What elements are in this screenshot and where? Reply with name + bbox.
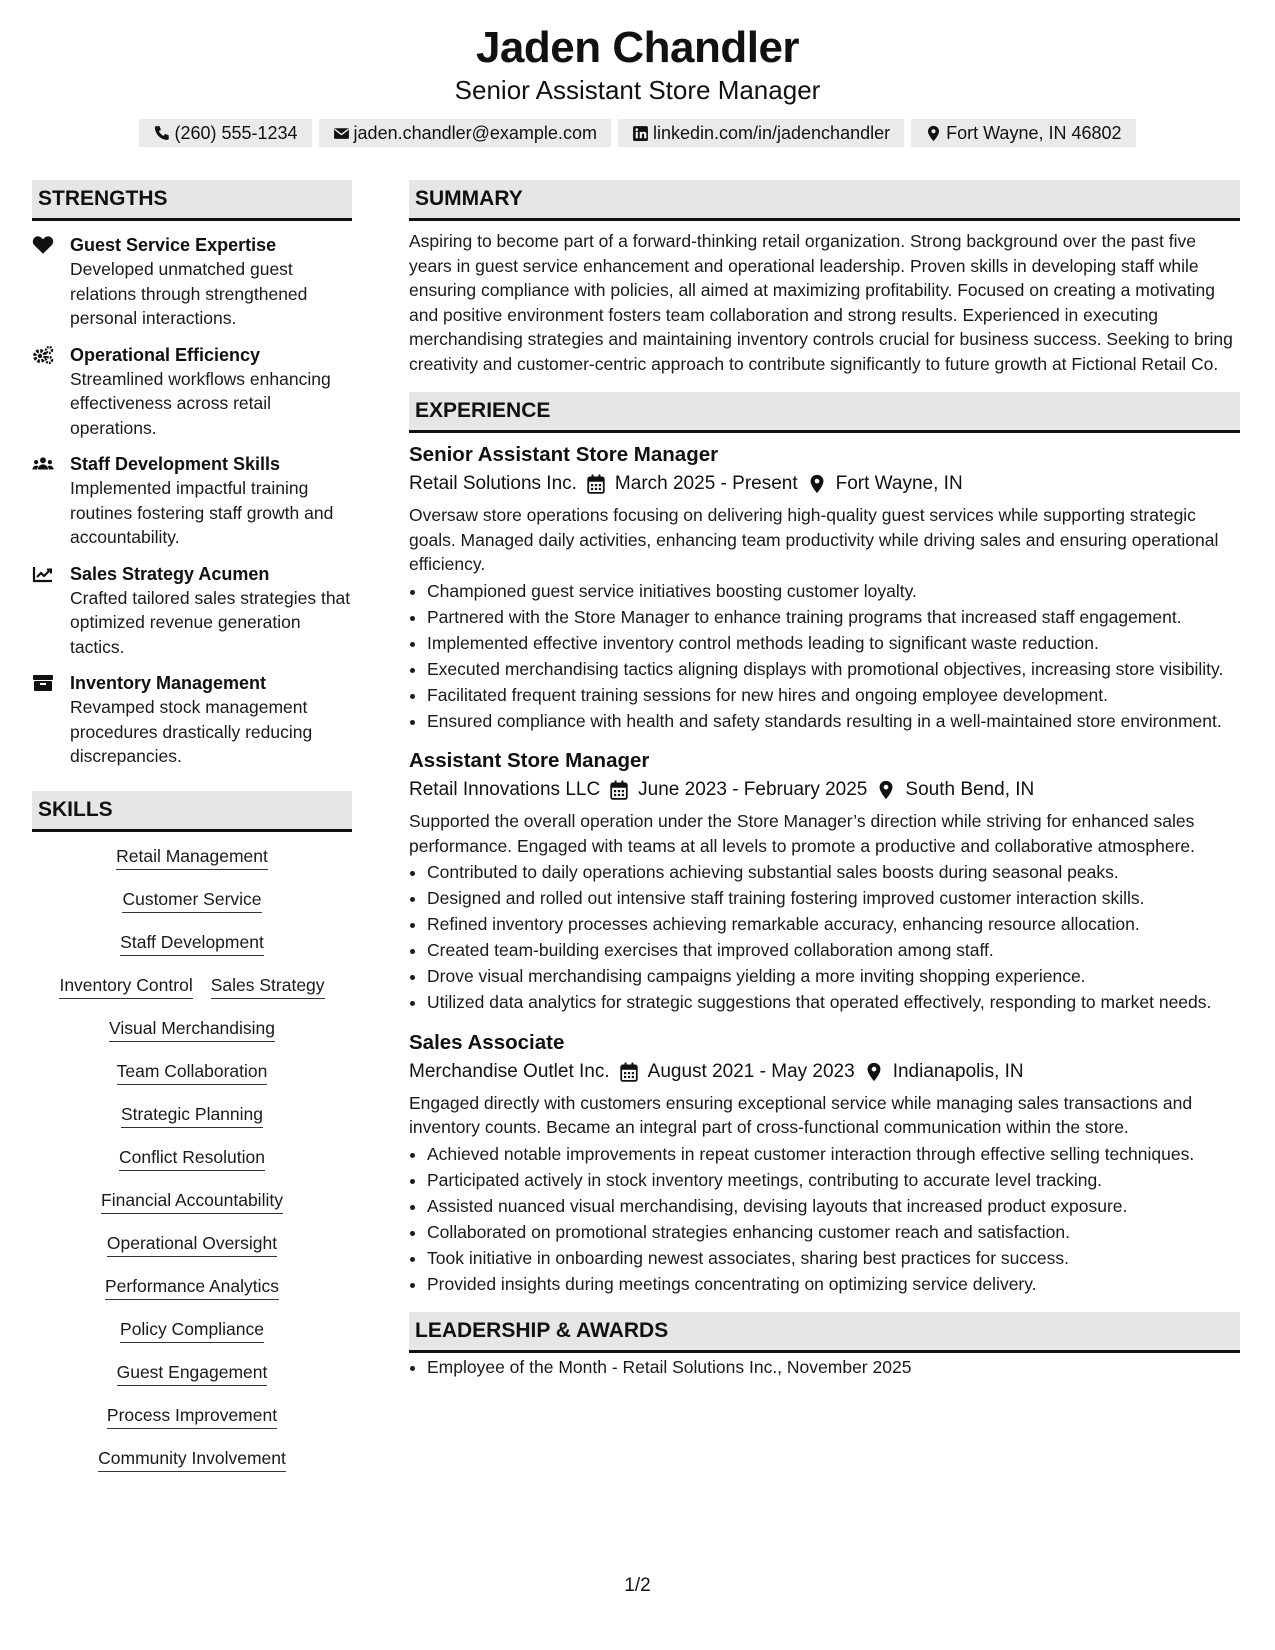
skills-list — [32, 1317, 352, 1343]
candidate-title: Senior Assistant Store Manager — [454, 75, 821, 105]
strength-desc: Crafted tailored sales strategies that optimized revenue generation tactics. — [70, 587, 351, 657]
job-location: Indianapolis, IN — [892, 1060, 1024, 1082]
skill-tag: Inventory Control — [59, 973, 192, 999]
summary-text: Aspiring to become part of a forward-thinking retail organization. Strong background over the past five years in guest service enhancement and operational leadership. Proven skills in developing staff while ensuring compliance with policies, all aimed at maximizing profitability. Focused on creating a motivating and positive environment fosters team collaboration and strong results. Experienced in executing merchandising strategies and maintaining inventory controls crucial for business success. Seeking to bring creativity and customer-centric approach to contribute significantly to future growth at Fictional Retail Co. — [409, 231, 1233, 374]
skill-tag: Process Improvement — [107, 1403, 277, 1429]
right-column — [409, 180, 1240, 1380]
strength-title: Inventory Management — [70, 673, 267, 693]
strength-desc: Streamlined workflows enhancing effectiveness across retail operations. — [70, 368, 331, 438]
bullet-item: • Refined inventory processes achieving remarkable accuracy, enhancing resource allocation. — [427, 912, 1240, 937]
bullet-item: • Executed merchandising tactics aligning displays with promotional objectives, increasing store visibility. — [427, 657, 1240, 682]
skill-tag: Conflict Resolution — [119, 1145, 265, 1171]
job-bullets — [409, 579, 1240, 734]
job-title: Senior Assistant Store Manager — [409, 443, 719, 466]
bullet-item: • Drove visual merchandising campaigns yielding a more inviting shopping experience. — [427, 964, 1240, 989]
calendar-icon — [587, 474, 605, 494]
award-item: • Employee of the Month - Retail Solutions Inc., November 2025 — [427, 1355, 1240, 1380]
job-description: Engaged directly with customers ensuring exceptional service while managing sales transactions and inventory counts. Became an integral part of cross-functional communication within the store. — [409, 1092, 1193, 1137]
strength-title: Guest Service Expertise — [70, 235, 277, 255]
skills-list — [32, 1403, 352, 1429]
job-company: Retail Solutions Inc. — [409, 473, 577, 494]
job-entry — [409, 747, 1240, 1015]
strength-title: Staff Development Skills — [70, 454, 281, 474]
skill-tag: Policy Compliance — [120, 1317, 264, 1343]
job-entry — [409, 1029, 1240, 1297]
bullet-item: • Created team-building exercises that improved collaboration among staff. — [427, 938, 1240, 963]
bullet-item: • Contributed to daily operations achieving substantial sales boosts during seasonal peaks. — [427, 860, 1240, 885]
contact-phone — [139, 119, 311, 147]
location-text: Fort Wayne, IN 46802 — [946, 123, 1122, 143]
bullet-item: • Assisted nuanced visual merchandising, devising layouts that increased product exposure. — [427, 1194, 1240, 1219]
job-dates: August 2021 - May 2023 — [647, 1060, 855, 1082]
job-entry — [409, 441, 1240, 733]
skill-tag: Staff Development — [120, 930, 264, 956]
email-text: jaden.chandler@example.com — [353, 123, 597, 143]
strength-item — [32, 562, 352, 660]
strengths-heading: STRENGTHS — [32, 180, 352, 221]
candidate-name: Jaden Chandler — [475, 23, 800, 72]
strength-item — [32, 233, 352, 331]
job-description: Supported the overall operation under the Store Manager’s direction while striving for enhanced sales performance. Engaged with teams at all levels to promote a productive and collaborative atmosphere. — [409, 811, 1195, 856]
resume-header — [0, 22, 1275, 147]
strength-desc: Revamped stock management procedures drastically reducing discrepancies. — [70, 697, 313, 766]
skill-tag: Performance Analytics — [105, 1274, 279, 1300]
experience-heading: EXPERIENCE — [409, 392, 1240, 433]
job-dates: March 2025 - Present — [614, 473, 798, 494]
linkedin-icon — [632, 125, 649, 142]
awards-list — [409, 1355, 1240, 1380]
bullet-item: • Facilitated frequent training sessions for new hires and ongoing employee development. — [427, 683, 1240, 708]
skill-tag: Sales Strategy — [211, 973, 325, 999]
phone-text: (260) 555-1234 — [174, 123, 298, 143]
skill-tag: Team Collaboration — [117, 1059, 268, 1085]
users-icon — [32, 454, 54, 474]
skills-list — [32, 844, 352, 870]
skills-list — [32, 973, 352, 999]
job-meta — [409, 1057, 1240, 1087]
job-title: Assistant Store Manager — [409, 749, 650, 772]
skills-list — [32, 1360, 352, 1386]
calendar-icon — [610, 780, 628, 800]
phone-icon — [153, 125, 170, 142]
job-company: Merchandise Outlet Inc. — [409, 1060, 610, 1082]
page-number: 1/2 — [624, 1575, 651, 1596]
skills-list — [32, 1059, 352, 1085]
strength-title: Operational Efficiency — [70, 344, 261, 365]
strength-desc: Developed unmatched guest relations through strengthened personal interactions. — [70, 259, 308, 328]
left-column — [32, 180, 352, 1472]
job-description: Oversaw store operations focusing on delivering high-quality guest services while supporting strategic goals. Managed daily activities, enhancing team productivity while driving sales and ensuring operational efficiency. — [409, 505, 1219, 574]
job-meta — [409, 469, 1240, 499]
skills-list — [32, 1446, 352, 1472]
bullet-item: • Participated actively in stock inventory meetings, contributing to accurate level tracking. — [427, 1168, 1240, 1193]
bullet-item: • Partnered with the Store Manager to enhance training programs that increased staff engagement. — [427, 605, 1240, 630]
map-marker-icon — [865, 1062, 883, 1082]
job-location: South Bend, IN — [905, 779, 1035, 800]
job-bullets — [409, 860, 1240, 1015]
skills-list — [32, 1102, 352, 1128]
strength-item — [32, 671, 352, 769]
heart-icon — [32, 235, 54, 255]
skill-tag: Community Involvement — [98, 1446, 286, 1472]
bullet-item: • Implemented effective inventory control methods leading to significant waste reduction. — [427, 631, 1240, 656]
contact-bar — [0, 119, 1275, 147]
envelope-icon — [333, 125, 350, 142]
bullet-item: • Collaborated on promotional strategies enhancing customer reach and satisfaction. — [427, 1220, 1240, 1245]
linkedin-text: linkedin.com/in/jadenchandler — [652, 123, 891, 143]
skills-list — [32, 1188, 352, 1214]
skills-list — [32, 1231, 352, 1257]
skill-tag: Guest Engagement — [117, 1360, 268, 1386]
skills-list — [32, 1274, 352, 1300]
skill-tag: Visual Merchandising — [109, 1016, 275, 1042]
awards-heading: LEADERSHIP & AWARDS — [409, 1312, 1240, 1353]
job-meta — [409, 775, 1240, 805]
skills-heading: SKILLS — [32, 791, 352, 832]
bullet-item: • Championed guest service initiatives boosting customer loyalty. — [427, 579, 1240, 604]
summary-heading: SUMMARY — [409, 180, 1240, 221]
job-bullets — [409, 1142, 1240, 1297]
bullet-item: • Designed and rolled out intensive staff training fostering improved customer interaction skills. — [427, 886, 1240, 911]
job-dates: June 2023 - February 2025 — [638, 779, 868, 800]
job-location: Fort Wayne, IN — [835, 473, 963, 494]
skills-list — [32, 1016, 352, 1042]
strength-title: Sales Strategy Acumen — [70, 563, 270, 584]
skills-list — [32, 930, 352, 956]
skill-tag: Operational Oversight — [107, 1231, 277, 1257]
calendar-icon — [620, 1062, 638, 1082]
skills-list — [32, 1145, 352, 1171]
contact-email — [319, 119, 611, 147]
contact-linkedin — [618, 119, 904, 147]
map-marker-icon — [808, 474, 826, 494]
bullet-item: • Provided insights during meetings concentrating on optimizing service delivery. — [427, 1272, 1240, 1297]
skill-tag: Retail Management — [116, 844, 268, 870]
skill-tag: Customer Service — [122, 887, 261, 913]
chart-line-icon — [32, 564, 54, 584]
bullet-item: • Ensured compliance with health and safety standards resulting in a well-maintained store environment. — [427, 709, 1240, 734]
map-marker-icon — [925, 125, 942, 142]
gears-icon — [32, 345, 54, 365]
skills-list — [32, 887, 352, 913]
strength-desc: Implemented impactful training routines fostering staff growth and accountability. — [70, 478, 334, 547]
box-icon — [32, 673, 54, 693]
strength-item — [32, 343, 352, 441]
skill-tag: Strategic Planning — [121, 1102, 263, 1128]
bullet-item: • Utilized data analytics for strategic suggestions that operated effectively, responding to market needs. — [427, 990, 1240, 1015]
job-company: Retail Innovations LLC — [409, 779, 601, 800]
contact-location — [911, 119, 1135, 147]
strength-item — [32, 452, 352, 550]
bullet-item: • Took initiative in onboarding newest associates, sharing best practices for success. — [427, 1246, 1240, 1271]
bullet-item: • Achieved notable improvements in repeat customer interaction through effective selling techniques. — [427, 1142, 1240, 1167]
map-marker-icon — [877, 780, 895, 800]
skill-tag: Financial Accountability — [101, 1188, 283, 1214]
job-title: Sales Associate — [409, 1030, 565, 1054]
